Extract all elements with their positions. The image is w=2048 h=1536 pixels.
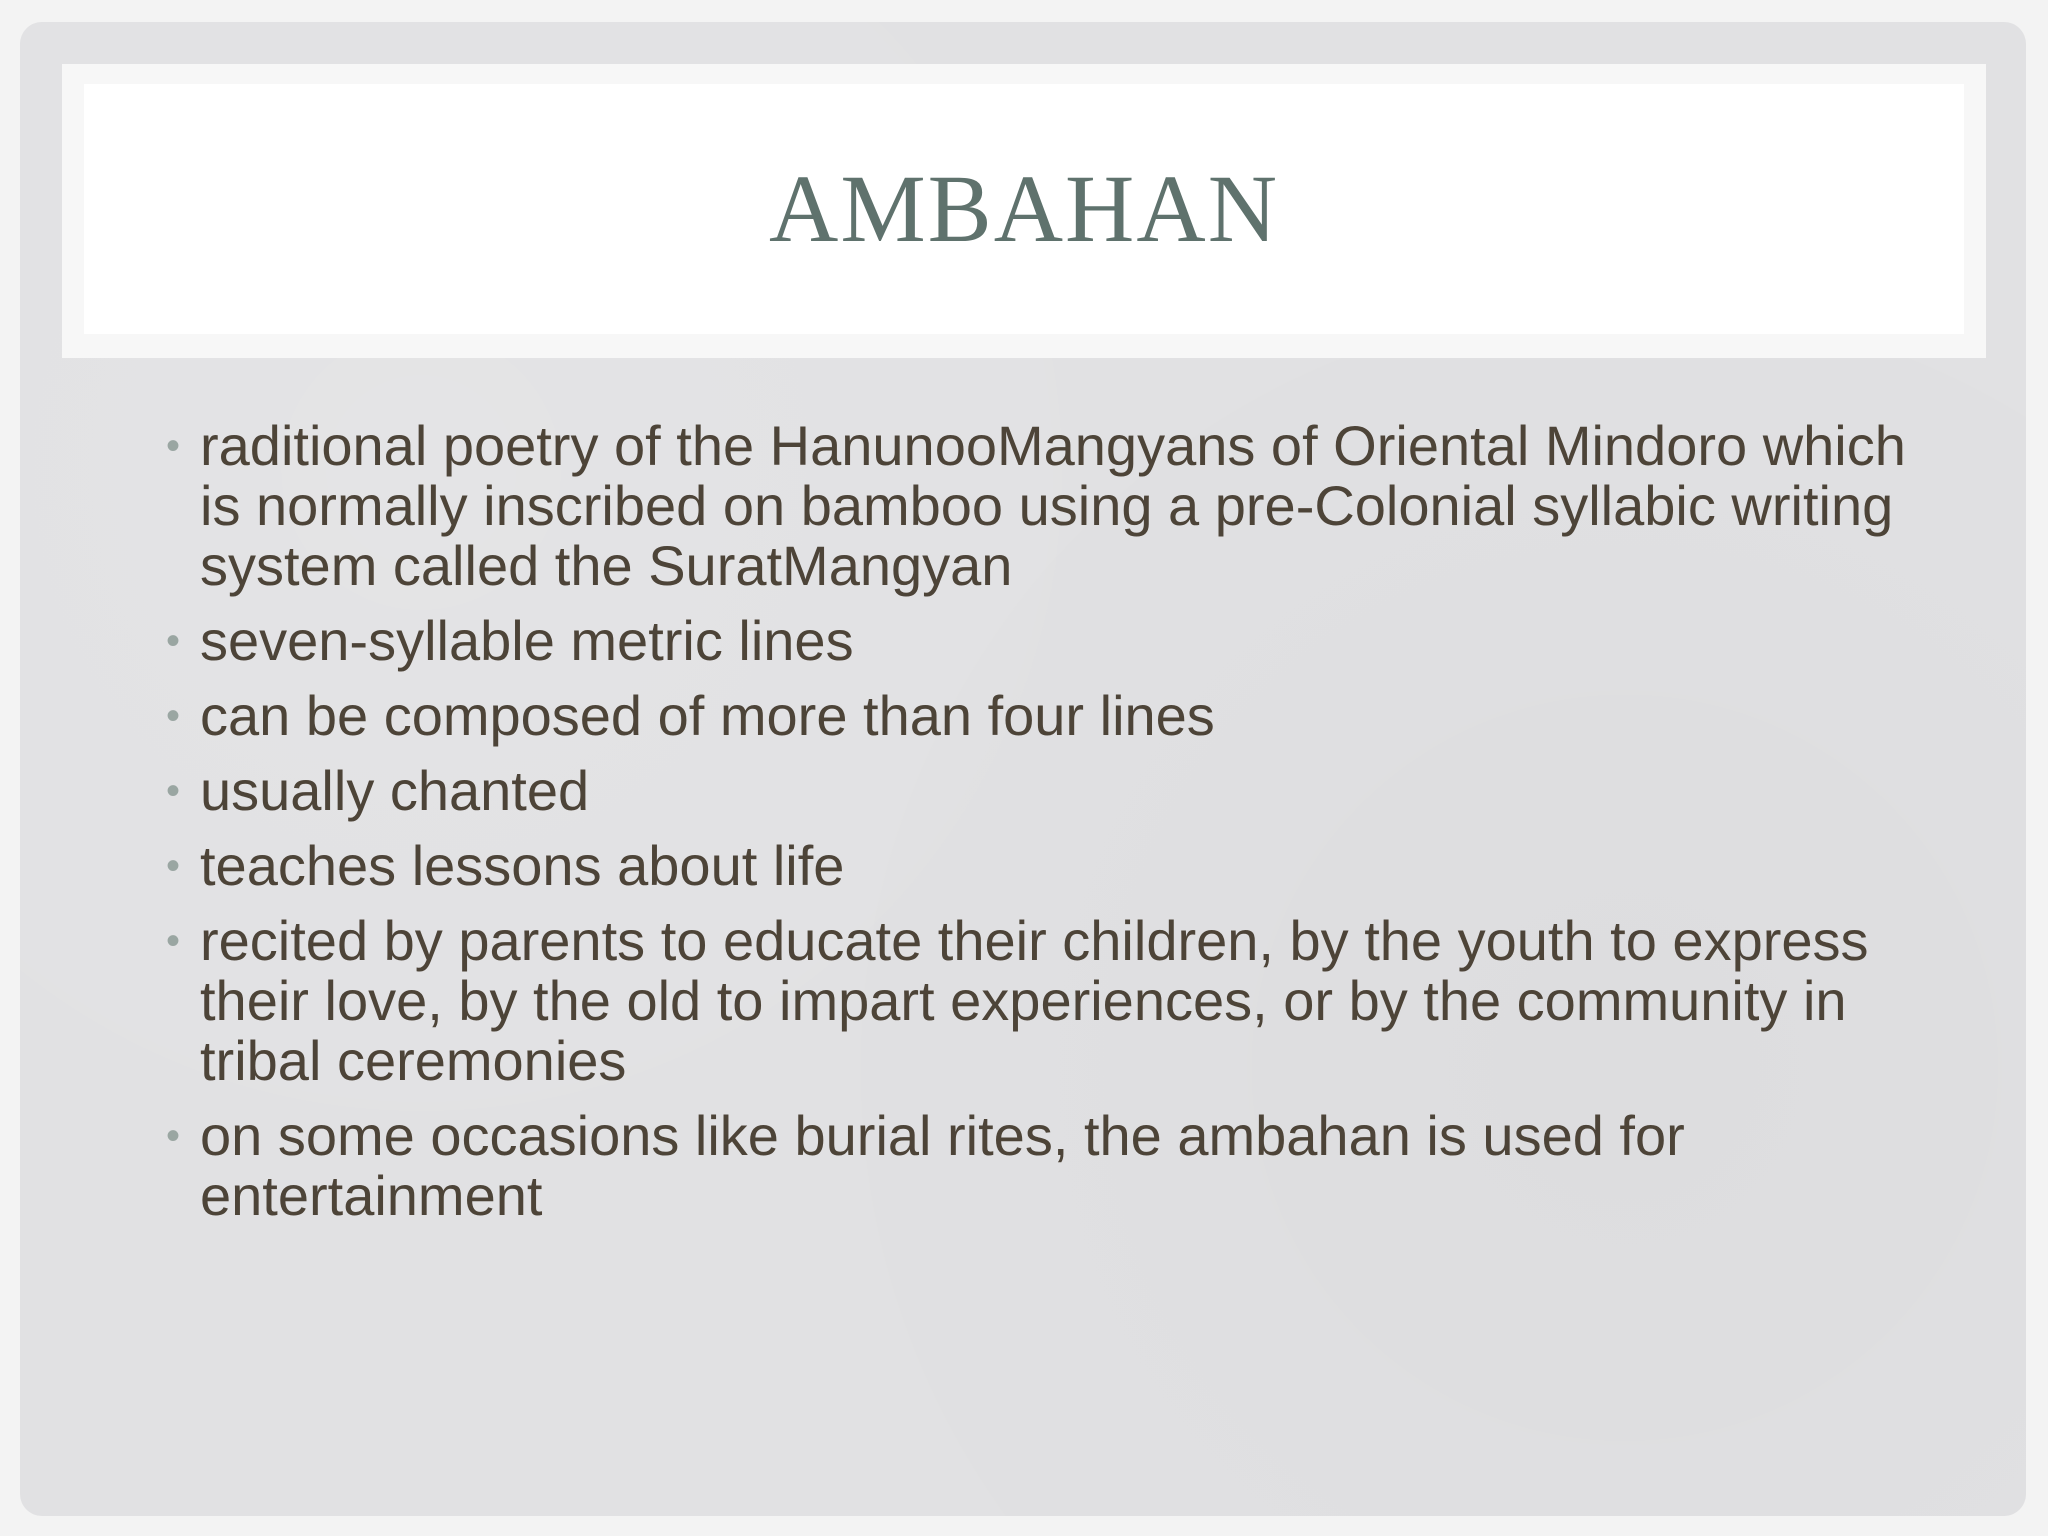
bullet-icon: • (166, 619, 181, 663)
bullet-text-4: usually chanted (200, 759, 590, 822)
bullet-icon: • (166, 769, 181, 813)
slide-content (148, 416, 1948, 1241)
bullet-item-1 (148, 416, 1948, 596)
bullet-text-3: can be composed of more than four lines (200, 684, 1215, 747)
bullet-text-5: teaches lessons about life (200, 834, 845, 897)
bullet-text-6: recited by parents to educate their children, by the youth to express their love, by the old to impart experiences, or by the community in tribal ceremonies (200, 909, 1869, 1092)
bullet-icon: • (166, 919, 181, 963)
slide (20, 22, 2026, 1516)
bullet-text-1: raditional poetry of the HanunooMangyans of Oriental Mindoro which is normally inscribed on bamboo using a pre-Colonial syllabic writing system called the SuratMangyan (200, 414, 1906, 597)
title-box (84, 84, 1964, 334)
bullet-item-7 (148, 1106, 1948, 1226)
bullet-item-3 (148, 686, 1948, 746)
bullet-icon: • (166, 844, 181, 888)
bullet-item-6 (148, 911, 1948, 1091)
bullet-icon: • (166, 424, 181, 468)
bullet-icon: • (166, 1114, 181, 1158)
bullet-item-2 (148, 611, 1948, 671)
title-band (62, 64, 1986, 358)
bullet-item-4 (148, 761, 1948, 821)
bullet-text-2: seven-syllable metric lines (200, 609, 854, 672)
bullet-icon: • (166, 694, 181, 738)
bullet-text-7: on some occasions like burial rites, the ambahan is used for entertainment (200, 1104, 1685, 1227)
slide-title: AMBAHAN (768, 155, 1280, 262)
bullet-item-5 (148, 836, 1948, 896)
bullet-list (148, 416, 1948, 1226)
